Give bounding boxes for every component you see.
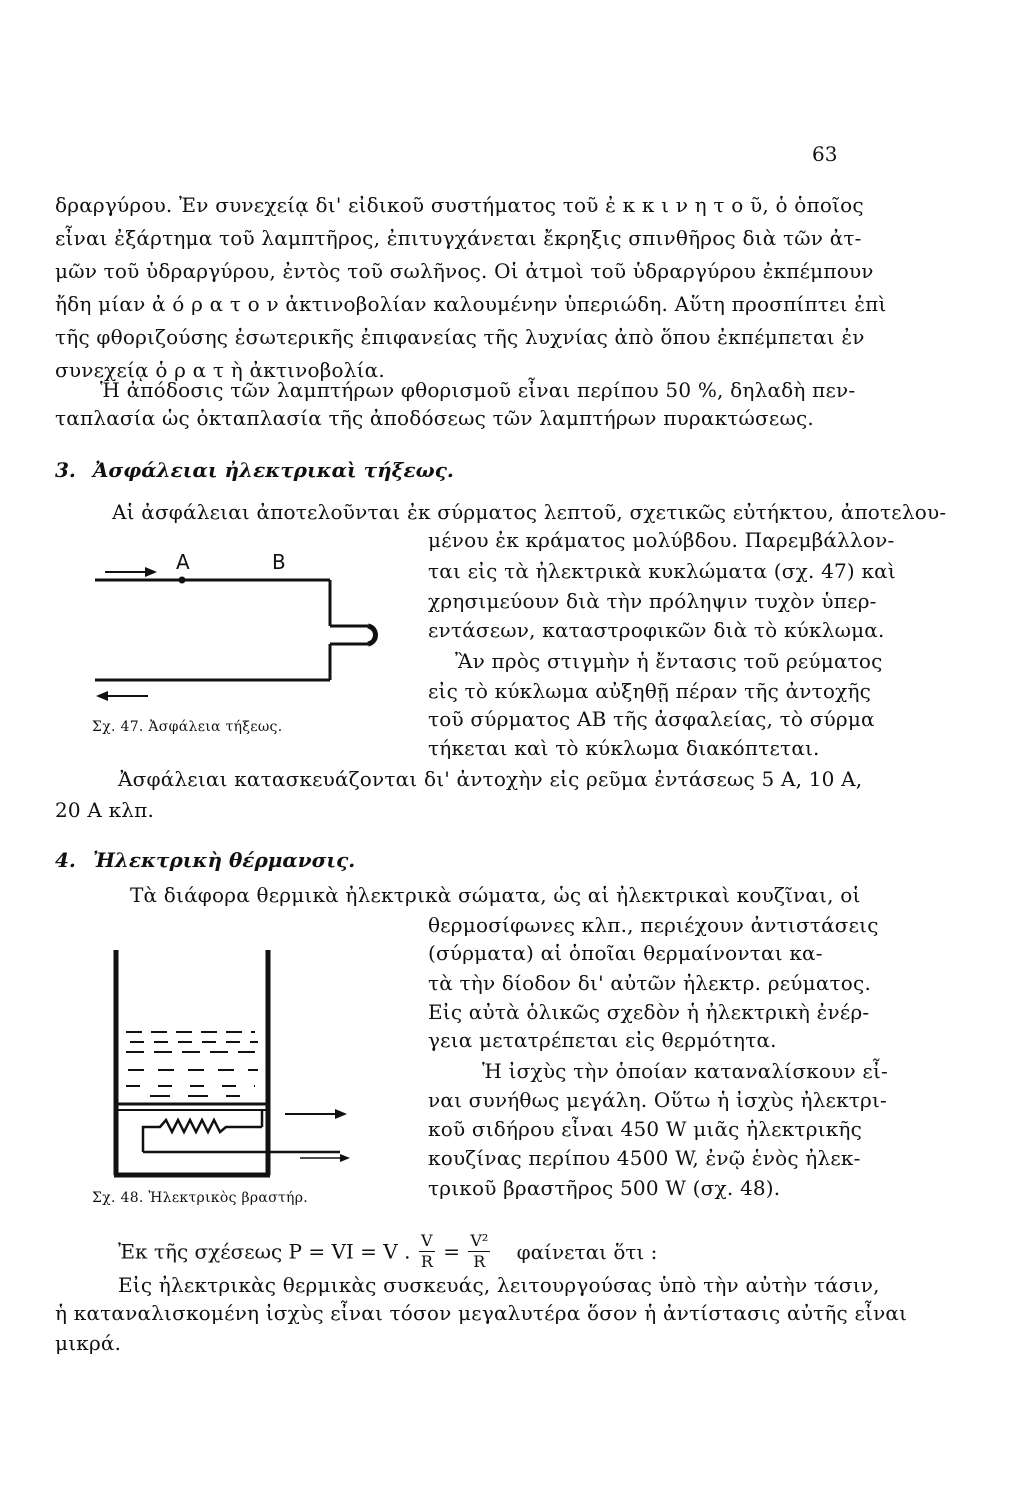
fraction-numerator: V² <box>470 1231 489 1250</box>
text-line: δραργύρου. Ἐν συνεχείᾳ δι' εἰδικοῦ συστήματος τοῦ ἐ κ κ ι ν η τ ο ῦ, ὁ ὁποῖος <box>55 193 864 217</box>
text-line: μῶν τοῦ ὑδραργύρου, ἐντὸς τοῦ σωλῆνος. Οἱ ἀτμοὶ τοῦ ὑδραργύρου ἐκπέμπουν <box>55 259 874 283</box>
text-line: θερμοσίφωνες κλπ., περιέχουν ἀντιστάσεις <box>428 913 879 937</box>
text-line: εἰς τὸ κύκλωμα αὐξηθῇ πέραν τῆς ἀντοχῆς <box>428 679 872 703</box>
power-formula <box>118 1231 657 1272</box>
text-line: τοῦ σύρματος AB τῆς ἀσφαλείας, τὸ σύρμα <box>428 707 875 731</box>
label-a: A <box>176 550 190 574</box>
section-title: Ἠλεκτρικὴ θέρμανσις. <box>92 848 356 872</box>
fraction-v-over-r <box>419 1231 435 1272</box>
text-line: κουζίνας περίπου 4500 W, ἐνῷ ἑνὸς ἠλεκ- <box>428 1146 861 1170</box>
figure-caption: Σχ. 47. Ἀσφάλεια τήξεως. <box>92 719 283 735</box>
formula-tail: φαίνεται ὅτι : <box>516 1239 658 1264</box>
section-number: 3. <box>55 458 76 482</box>
fraction-v2-over-r <box>468 1231 490 1272</box>
formula-lead: Ἐκ τῆς σχέσεως P = VI = V . <box>118 1239 411 1264</box>
text-line: ται εἰς τὰ ἠλεκτρικὰ κυκλώματα (σχ. 47) καὶ <box>428 559 896 583</box>
arrow-head-icon <box>335 1109 347 1119</box>
section-title: Ἀσφάλειαι ἠλεκτρικαὶ τήξεως. <box>92 458 454 482</box>
section-number: 4. <box>55 848 76 872</box>
text-line: Εἰς αὐτὰ ὁλικῶς σχεδὸν ἡ ἠλεκτρικὴ ἐνέρ- <box>428 1000 870 1024</box>
figure-caption: Σχ. 48. Ἠλεκτρικὸς βραστήρ. <box>92 1190 309 1206</box>
text-line: συνεχείᾳ ὁ ρ α τ ὴ ἀκτινοβολία. <box>55 358 385 382</box>
text-line: χρησιμεύουν διὰ τὴν πρόληψιν τυχὸν ὑπερ- <box>428 589 877 613</box>
arrow-head-icon <box>340 1154 350 1162</box>
fraction-numerator: V <box>419 1231 435 1252</box>
text-line: μένου ἐκ κράματος μολύβδου. Παρεμβάλλον- <box>428 528 895 552</box>
water-lines <box>126 1032 258 1096</box>
text-line: Ἡ ἀπόδοσις τῶν λαμπτήρων φθορισμοῦ εἶναι περίπου 50 %, δηλαδὴ πεν- <box>100 378 856 402</box>
text-line: ταπλασία ὡς ὀκταπλασία τῆς ἀποδόσεως τῶν λαμπτήρων πυρακτώσεως. <box>55 406 814 430</box>
text-line: κοῦ σιδήρου εἶναι 450 W μιᾶς ἠλεκτρικῆς <box>428 1117 862 1141</box>
text-line: Τὰ διάφορα θερμικὰ ἠλεκτρικὰ σώματα, ὡς αἱ ἠλεκτρικαὶ κουζῖναι, οἱ <box>130 883 861 907</box>
label-b: B <box>272 550 286 574</box>
text-line: εἶναι ἐξάρτημα τοῦ λαμπτῆρος, ἐπιτυγχάνεται ἔκρηξις σπινθῆρος διὰ τῶν ἀτ- <box>55 226 862 250</box>
equals-sign: = <box>443 1239 460 1264</box>
text-line: Ἡ ἰσχὺς τὴν ὁποίαν καταναλίσκουν εἶ- <box>482 1059 888 1083</box>
text-line: γεια μετατρέπεται εἰς θερμότητα. <box>428 1028 777 1052</box>
fraction-denominator: R <box>473 1252 486 1271</box>
text-line: τὰ τὴν δίοδον δι' αὐτῶν ἠλεκτρ. ρεύματος. <box>428 971 872 995</box>
text-line: ναι συνήθως μεγάλη. Οὕτω ἡ ἰσχὺς ἠλεκτρι- <box>428 1088 888 1112</box>
text-line: μικρά. <box>55 1331 122 1355</box>
text-line: Αἱ ἀσφάλειαι ἀποτελοῦνται ἐκ σύρματος λεπτοῦ, σχετικῶς εὐτήκτου, ἀποτελου- <box>112 500 947 524</box>
page-number: 63 <box>812 142 838 166</box>
text-line: τήκεται καὶ τὸ κύκλωμα διακόπτεται. <box>428 736 820 760</box>
text-line: τῆς φθοριζούσης ἐσωτερικῆς ἐπιφανείας τῆς λυχνίας ἀπὸ ὅπου ἐκπέμπεται ἐν <box>55 325 865 349</box>
text-line: εντάσεων, καταστροφικῶν διὰ τὸ κύκλωμα. <box>428 618 885 642</box>
text-line: (σύρματα) αἱ ὁποῖαι θερμαίνονται κα- <box>428 941 823 965</box>
fraction-denominator: R <box>420 1252 433 1271</box>
text-line: Ἂν πρὸς στιγμὴν ἡ ἔντασις τοῦ ρεύματος <box>455 649 883 673</box>
text-line: τρικοῦ βραστῆρος 500 W (σχ. 48). <box>428 1176 781 1200</box>
text-line: ἤδη μίαν ἀ ό ρ α τ ο ν ἀκτινοβολίαν καλουμένην ὑπεριώδη. Αὕτη προσπίπτει ἐπὶ <box>55 292 887 316</box>
text-line: ἡ καταναλισκομένη ἰσχὺς εἶναι τόσον μεγαλυτέρα ὅσον ἡ ἀντίστασις αὐτῆς εἶναι <box>55 1301 908 1325</box>
text-line: Ἀσφάλειαι κατασκευάζονται δι' ἀντοχὴν εἰς ρεῦμα ἐντάσεως 5 A, 10 A, <box>118 767 863 791</box>
text-line: 20 A κλπ. <box>55 798 155 822</box>
text-line: Εἰς ἠλεκτρικὰς θερμικὰς συσκευάς, λειτουργούσας ὑπὸ τὴν αὐτὴν τάσιν, <box>118 1273 880 1297</box>
heating-coil <box>143 1120 262 1152</box>
